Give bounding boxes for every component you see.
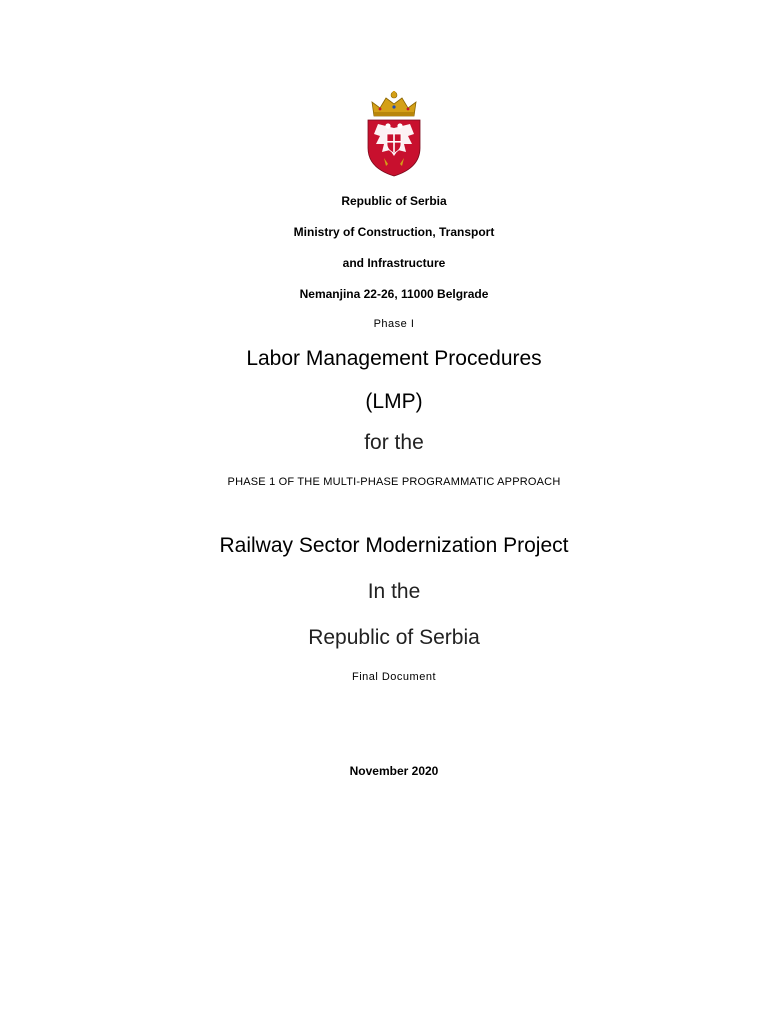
document-title-line1: Labor Management Procedures [246, 347, 542, 370]
serbia-coat-of-arms-emblem [364, 90, 424, 178]
project-location-line1: In the [367, 580, 421, 603]
crown-icon [372, 91, 416, 116]
phase-label: Phase I [373, 318, 415, 330]
ministry-name-line1: Ministry of Construction, Transport [293, 225, 495, 239]
project-name: Railway Sector Modernization Project [219, 534, 569, 557]
document-title-line2: (LMP) [365, 390, 423, 413]
document-title-line3: for the [364, 431, 424, 454]
country-name: Republic of Serbia [341, 194, 447, 208]
shield-icon [368, 120, 420, 176]
ministry-address: Nemanjina 22-26, 11000 Belgrade [299, 287, 489, 301]
document-date: November 2020 [349, 764, 439, 778]
document-status: Final Document [351, 671, 437, 683]
project-location-line2: Republic of Serbia [308, 626, 480, 649]
ministry-name-line2: and Infrastructure [342, 256, 446, 270]
program-subtitle: PHASE 1 OF THE MULTI-PHASE PROGRAMMATIC APPROACH [227, 476, 561, 488]
